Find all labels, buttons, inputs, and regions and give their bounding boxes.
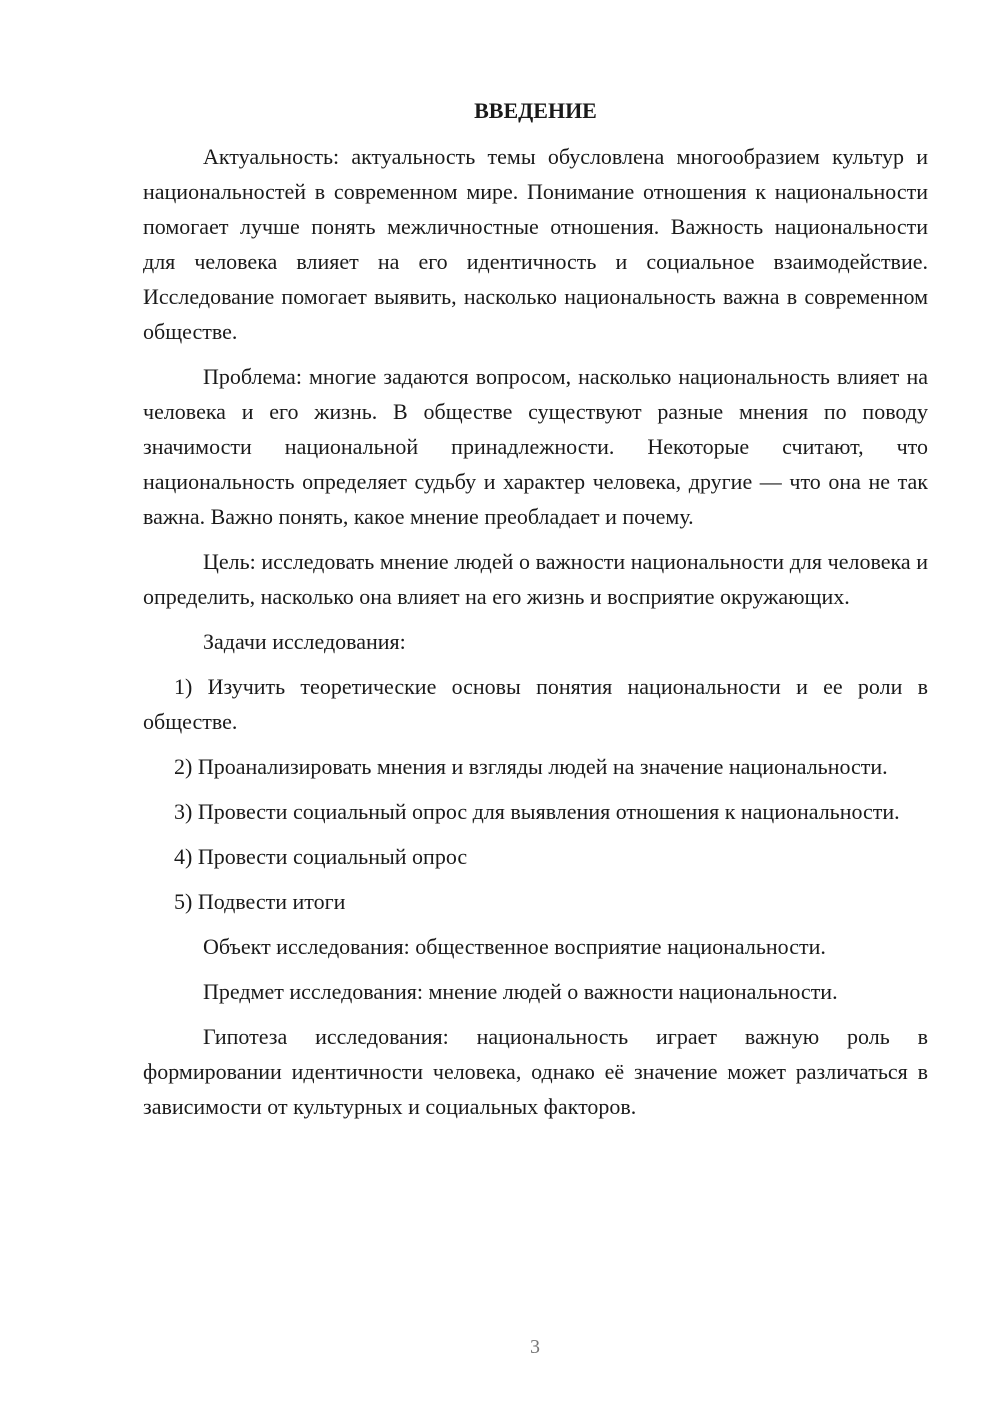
task-item-3: 3) Провести социальный опрос для выявления отношения к национальности. xyxy=(174,799,900,824)
task-item-4: 4) Провести социальный опрос xyxy=(174,844,468,869)
task-item-5: 5) Подвести итоги xyxy=(174,889,346,914)
hypothesis-paragraph: Гипотеза исследования: национальность играет важную роль в формировании идентичности человека, однако её значение может различаться в зависимости от культурных и социальных факторов. xyxy=(143,1024,928,1119)
goal-paragraph: Цель: исследовать мнение людей о важности национальности для человека и определить, насколько она влияет на его жизнь и восприятие окружающих. xyxy=(143,549,928,609)
page-number: 3 xyxy=(530,1336,540,1358)
task-item-1: 1) Изучить теоретические основы понятия национальности и ее роли в обществе. xyxy=(143,674,928,734)
relevance-paragraph: Актуальность: актуальность темы обусловлена многообразием культур и национальностей в современном мире. Понимание отношения к национальности помогает лучше понять межличностные отношения. Важность национальности для человека влияет на его идентичность и социальное взаимодействие. Исследование помогает выявить, насколько национальность важна в современном обществе. xyxy=(143,144,928,344)
tasks-heading: Задачи исследования: xyxy=(203,629,406,654)
subject-line: Предмет исследования: мнение людей о важности национальности. xyxy=(203,979,838,1004)
task-item-2: 2) Проанализировать мнения и взгляды людей на значение национальности. xyxy=(174,754,888,779)
problem-paragraph: Проблема: многие задаются вопросом, насколько национальность влияет на человека и его жизнь. В обществе существуют разные мнения по поводу значимости национальной принадлежности. Некоторые считают, что национальность определяет судьбу и характер человека, другие — что она не так важна. Важно понять, какое мнение преобладает и почему. xyxy=(143,364,928,529)
document-body xyxy=(143,93,928,1134)
object-line: Объект исследования: общественное восприятие национальности. xyxy=(203,934,826,959)
page-title: ВВЕДЕНИЕ xyxy=(474,98,597,123)
